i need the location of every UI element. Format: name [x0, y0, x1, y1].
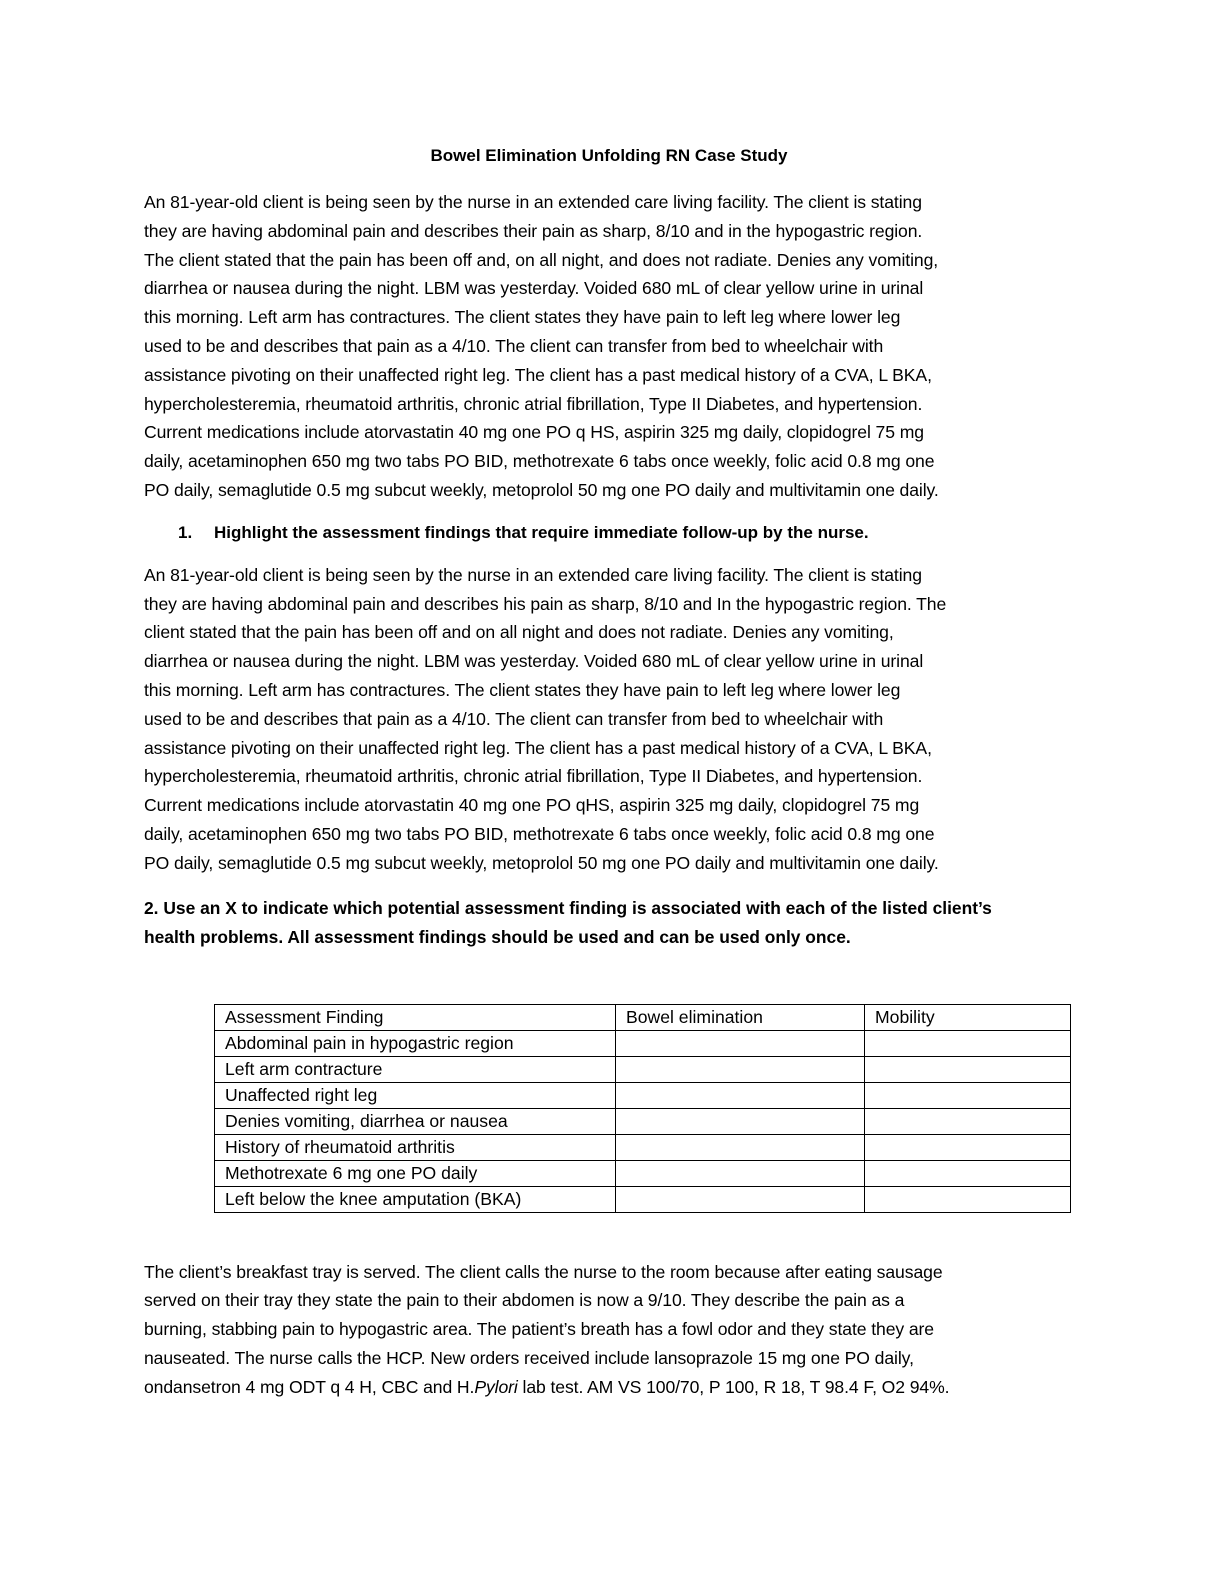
bowel-elimination-cell[interactable]	[616, 1134, 865, 1160]
scenario-1-line: PO daily, semaglutide 0.5 mg subcut weekly, metoprolol 50 mg one PO daily and multivitamin one daily.	[144, 479, 939, 500]
table-row	[215, 1082, 1071, 1108]
scenario-2-line[interactable]: daily, acetaminophen 650 mg two tabs PO BID, methotrexate 6 tabs once weekly, folic acid 0.8 mg one	[144, 823, 935, 844]
scenario-1-line: hypercholesteremia, rheumatoid arthritis, chronic atrial fibrillation, Type II Diabetes, and hypertension.	[144, 393, 923, 414]
bowel-elimination-cell[interactable]	[616, 1056, 865, 1082]
mobility-cell[interactable]	[865, 1186, 1071, 1212]
bowel-elimination-cell[interactable]	[616, 1186, 865, 1212]
scenario-1-line: diarrhea or nausea during the night. LBM was yesterday. Voided 680 mL of clear yellow urine in urinal	[144, 278, 924, 299]
table-row	[215, 1108, 1071, 1134]
finding-cell: Denies vomiting, diarrhea or nausea	[215, 1108, 616, 1134]
scenario-2-line[interactable]: they are having abdominal pain and describes his pain as sharp, 8/10 and In the hypogastric region. The	[144, 593, 947, 614]
scenario-3-last-line	[144, 1373, 1074, 1402]
finding-cell: History of rheumatoid arthritis	[215, 1134, 616, 1160]
mobility-cell[interactable]	[865, 1160, 1071, 1186]
header-assessment-finding: Assessment Finding	[215, 1004, 616, 1030]
finding-cell: Methotrexate 6 mg one PO daily	[215, 1160, 616, 1186]
question-2-line: 2. Use an X to indicate which potential assessment finding is associated with each of the listed client’s	[144, 897, 992, 918]
mobility-cell[interactable]	[865, 1082, 1071, 1108]
scenario-2-line[interactable]: hypercholesteremia, rheumatoid arthritis, chronic atrial fibrillation, Type II Diabetes, and hypertension.	[144, 766, 923, 787]
bowel-elimination-cell[interactable]	[616, 1108, 865, 1134]
scenario-3-line: The client’s breakfast tray is served. The client calls the nurse to the room because after eating sausage	[144, 1261, 943, 1282]
header-mobility: Mobility	[865, 1004, 1071, 1030]
mobility-cell[interactable]	[865, 1108, 1071, 1134]
table-row	[215, 1030, 1071, 1056]
scenario-1-line: Current medications include atorvastatin 40 mg one PO q HS, aspirin 325 mg daily, clopidogrel 75 mg	[144, 422, 924, 443]
finding-cell: Abdominal pain in hypogastric region	[215, 1030, 616, 1056]
scenario-1-line: used to be and describes that pain as a 4/10. The client can transfer from bed to wheelchair with	[144, 335, 884, 356]
table-row	[215, 1056, 1071, 1082]
mobility-cell[interactable]	[865, 1056, 1071, 1082]
question-2-line: health problems. All assessment findings should be used and can be used only once.	[144, 926, 851, 947]
pylori-italic-text: Pylori	[474, 1376, 518, 1397]
scenario-paragraph-3	[144, 1258, 1074, 1402]
mobility-cell[interactable]	[865, 1030, 1071, 1056]
scenario-3-line: served on their tray they state the pain to their abdomen is now a 9/10. They describe the pain as a	[144, 1290, 905, 1311]
finding-cell: Left arm contracture	[215, 1056, 616, 1082]
document-title: Bowel Elimination Unfolding RN Case Study	[430, 146, 788, 165]
table-header-row	[215, 1004, 1071, 1030]
scenario-paragraph-2[interactable]	[144, 561, 1074, 878]
bowel-elimination-cell[interactable]	[616, 1160, 865, 1186]
scenario-3-last-line-end: lab test. AM VS 100/70, P 100, R 18, T 98.4 F, O2 94%.	[517, 1376, 950, 1397]
assessment-findings-table	[214, 1004, 1071, 1213]
scenario-1-line: this morning. Left arm has contractures. The client states they have pain to left leg where lower leg	[144, 307, 901, 328]
mobility-cell[interactable]	[865, 1134, 1071, 1160]
scenario-3-last-line-start: ondansetron 4 mg ODT q 4 H, CBC and H.	[144, 1376, 475, 1397]
scenario-2-line[interactable]: diarrhea or nausea during the night. LBM was yesterday. Voided 680 mL of clear yellow urine in urinal	[144, 651, 924, 672]
question-1	[144, 519, 1074, 547]
scenario-2-line[interactable]: Current medications include atorvastatin 40 mg one PO qHS, aspirin 325 mg daily, clopidogrel 75 mg	[144, 795, 920, 816]
scenario-1-line: assistance pivoting on their unaffected right leg. The client has a past medical history of a CVA, L BKA,	[144, 364, 932, 385]
scenario-2-line[interactable]: client stated that the pain has been off and on all night and does not radiate. Denies any vomiting,	[144, 622, 894, 643]
header-bowel-elimination: Bowel elimination	[616, 1004, 865, 1030]
scenario-3-line: nauseated. The nurse calls the HCP. New orders received include lansoprazole 15 mg one PO daily,	[144, 1347, 914, 1368]
scenario-1-line: The client stated that the pain has been off and, on all night, and does not radiate. Denies any vomiting,	[144, 249, 939, 270]
table-row	[215, 1160, 1071, 1186]
finding-cell: Unaffected right leg	[215, 1082, 616, 1108]
scenario-1-line: daily, acetaminophen 650 mg two tabs PO BID, methotrexate 6 tabs once weekly, folic acid 0.8 mg one	[144, 451, 935, 472]
scenario-2-line[interactable]: An 81-year-old client is being seen by the nurse in an extended care living facility. The client is stating	[144, 564, 922, 585]
question-1-text: Highlight the assessment findings that require immediate follow-up by the nurse.	[214, 522, 869, 542]
document-page	[144, 142, 1074, 1402]
bowel-elimination-cell[interactable]	[616, 1082, 865, 1108]
scenario-1-line: they are having abdominal pain and describes their pain as sharp, 8/10 and in the hypogastric region.	[144, 220, 923, 241]
table-row	[215, 1186, 1071, 1212]
scenario-2-line[interactable]: PO daily, semaglutide 0.5 mg subcut weekly, metoprolol 50 mg one PO daily and multivitamin one daily.	[144, 852, 939, 873]
question-1-number: 1.	[178, 522, 193, 542]
scenario-paragraph-1	[144, 188, 1074, 505]
scenario-2-line[interactable]: this morning. Left arm has contractures. The client states they have pain to left leg where lower leg	[144, 679, 901, 700]
table-row	[215, 1134, 1071, 1160]
scenario-2-line[interactable]: used to be and describes that pain as a 4/10. The client can transfer from bed to wheelchair with	[144, 708, 884, 729]
bowel-elimination-cell[interactable]	[616, 1030, 865, 1056]
scenario-2-line[interactable]: assistance pivoting on their unaffected right leg. The client has a past medical history of a CVA, L BKA,	[144, 737, 932, 758]
scenario-1-line: An 81-year-old client is being seen by the nurse in an extended care living facility. The client is stating	[144, 192, 922, 212]
question-2	[144, 894, 1074, 952]
scenario-3-line: burning, stabbing pain to hypogastric area. The patient’s breath has a fowl odor and they state they are	[144, 1319, 934, 1340]
finding-cell: Left below the knee amputation (BKA)	[215, 1186, 616, 1212]
